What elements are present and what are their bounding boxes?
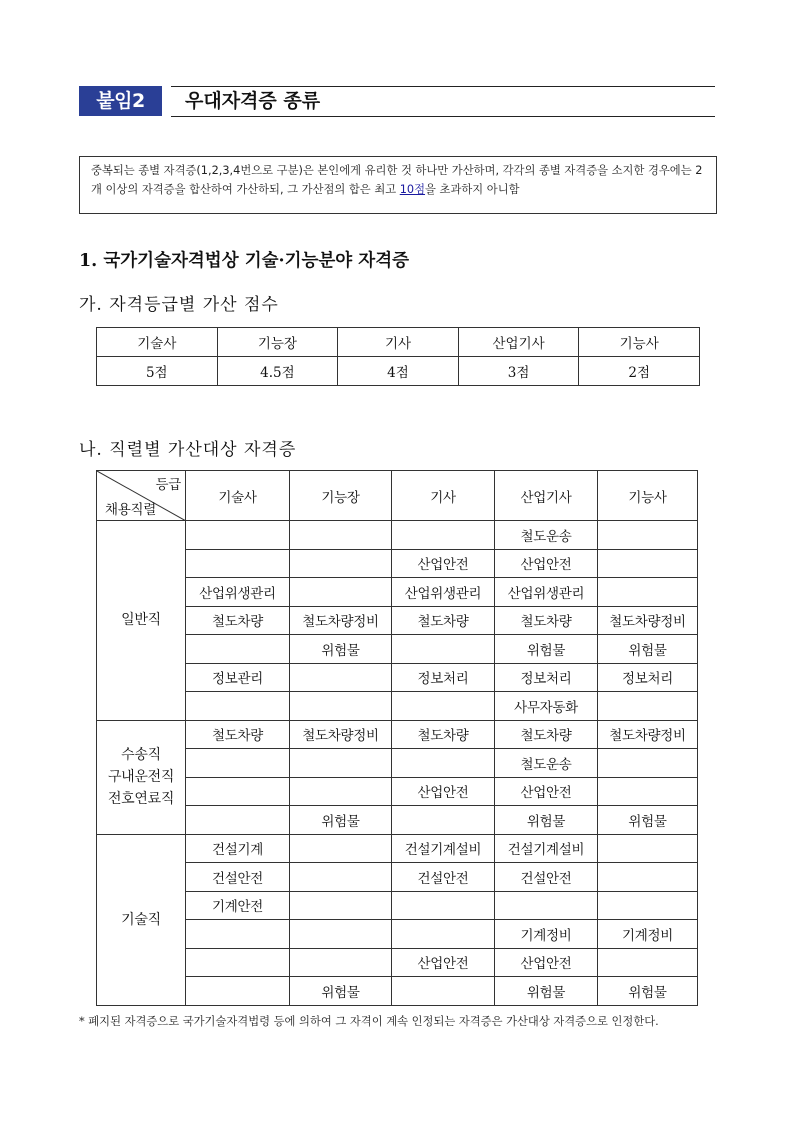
cert-cell [598, 834, 698, 863]
cert-cell: 기계안전 [186, 891, 290, 920]
cert-cell: 위험물 [495, 806, 598, 835]
cert-cell: 산업위생관리 [392, 578, 495, 607]
cert-cell: 산업안전 [392, 948, 495, 977]
cert-cell [598, 777, 698, 806]
cert-cell: 위험물 [290, 977, 392, 1006]
cert-cell: 정보처리 [495, 663, 598, 692]
grade-value-cell: 3점 [458, 357, 579, 386]
cert-cell [186, 549, 290, 578]
cert-cell [186, 920, 290, 949]
cert-cell: 정보처리 [598, 663, 698, 692]
table-row [97, 948, 698, 977]
cert-header-cell: 기능사 [598, 471, 698, 521]
cert-cell [392, 806, 495, 835]
table-row [97, 891, 698, 920]
cert-cell: 철도차량 [392, 720, 495, 749]
cert-cell [392, 692, 495, 721]
cert-cell [392, 635, 495, 664]
cert-cell: 위험물 [290, 806, 392, 835]
notice-link[interactable]: 10점 [399, 183, 426, 196]
grade-value-cell: 5점 [97, 357, 218, 386]
notice-text: 중복되는 종별 자격증(1,2,3,4번으로 구분)은 본인에게 유리한 것 하나만 가산하며, 각각의 종별 자격증을 소지한 경우에는 2개 이상의 자격증을 합산하여 가산하되, 그 가산점의 합은 최고 [91, 164, 703, 196]
cert-cell [290, 578, 392, 607]
cert-cell [598, 948, 698, 977]
table-row [97, 806, 698, 835]
footnote: * 폐지된 자격증으로 국가기술자격법령 등에 의하여 그 자격이 계속 인정되는 자격증은 가산대상 자격증으로 인정한다. [79, 1015, 659, 1028]
table-row [97, 549, 698, 578]
cert-cell: 산업안전 [392, 777, 495, 806]
grade-header-cell: 기사 [338, 328, 459, 357]
grade-value-cell: 2점 [579, 357, 700, 386]
table-row [97, 777, 698, 806]
cert-header-row [97, 471, 698, 521]
cert-header-cell: 기술사 [186, 471, 290, 521]
cert-cell: 산업안전 [495, 777, 598, 806]
cert-cell [392, 891, 495, 920]
cert-cell [290, 777, 392, 806]
cert-cell [598, 749, 698, 778]
corner-bottom-label: 채용직렬 [105, 502, 156, 518]
cert-header-cell: 기사 [392, 471, 495, 521]
table-row [97, 578, 698, 607]
page-header [79, 86, 715, 116]
grade-value-cell: 4점 [338, 357, 459, 386]
grade-value-cell: 4.5점 [217, 357, 338, 386]
cert-cell [290, 863, 392, 892]
cert-cell: 산업안전 [392, 549, 495, 578]
cert-cell: 철도차량정비 [290, 606, 392, 635]
cert-cell: 기계정비 [495, 920, 598, 949]
table-row [97, 863, 698, 892]
grade-points-table [96, 327, 700, 386]
cert-cell: 위험물 [598, 977, 698, 1006]
cert-cell [392, 977, 495, 1006]
cert-cell [598, 891, 698, 920]
cert-cell: 철도운송 [495, 749, 598, 778]
cert-cell [598, 692, 698, 721]
cert-cell: 산업위생관리 [186, 578, 290, 607]
cert-cell: 철도차량정비 [290, 720, 392, 749]
cert-cell: 건설안전 [495, 863, 598, 892]
table-row [97, 663, 698, 692]
grade-header-cell: 기능사 [579, 328, 700, 357]
table-row [97, 635, 698, 664]
cert-cell [186, 521, 290, 550]
cert-cell: 건설기계 [186, 834, 290, 863]
certificate-table [96, 470, 698, 1006]
cert-cell: 위험물 [290, 635, 392, 664]
page-title: 우대자격증 종류 [171, 86, 715, 117]
cert-cell [186, 749, 290, 778]
cert-cell: 건설기계설비 [392, 834, 495, 863]
cert-cell [290, 749, 392, 778]
cert-cell [290, 521, 392, 550]
cert-cell [598, 521, 698, 550]
cert-cell: 정보처리 [392, 663, 495, 692]
notice-text-end: 을 초과하지 아니함 [425, 183, 520, 196]
cert-cell: 정보관리 [186, 663, 290, 692]
group-label: 기술직 [97, 834, 186, 1005]
cert-cell: 철도차량정비 [598, 720, 698, 749]
table-row [97, 521, 698, 550]
table-row [97, 749, 698, 778]
cert-cell [598, 578, 698, 607]
grade-header-cell: 기능장 [217, 328, 338, 357]
table-row [97, 977, 698, 1006]
grade-header-cell: 기술사 [97, 328, 218, 357]
cert-cell: 철도차량정비 [598, 606, 698, 635]
cert-cell: 위험물 [495, 977, 598, 1006]
cert-cell [598, 549, 698, 578]
notice-box [79, 156, 717, 214]
cert-cell: 사무자동화 [495, 692, 598, 721]
cert-cell [186, 977, 290, 1006]
table-row [97, 920, 698, 949]
cert-cell [290, 834, 392, 863]
cert-cell: 산업위생관리 [495, 578, 598, 607]
cert-cell [392, 521, 495, 550]
section-heading: 1. 국가기술자격법상 기술·기능분야 자격증 [79, 251, 410, 271]
cert-cell: 건설기계설비 [495, 834, 598, 863]
cert-cell: 위험물 [598, 806, 698, 835]
cert-cell: 철도차량 [186, 720, 290, 749]
cert-cell: 산업안전 [495, 948, 598, 977]
cert-cell [495, 891, 598, 920]
cert-cell [186, 806, 290, 835]
cert-cell [186, 692, 290, 721]
cert-cell: 철도차량 [186, 606, 290, 635]
table-row [97, 720, 698, 749]
grade-header-cell: 산업기사 [458, 328, 579, 357]
cert-header-cell: 산업기사 [495, 471, 598, 521]
table-row [97, 692, 698, 721]
cert-cell [392, 749, 495, 778]
cert-cell [290, 920, 392, 949]
corner-top-label: 등급 [155, 477, 181, 493]
subheading-certificates: 나. 직렬별 가산대상 자격증 [79, 440, 297, 460]
cert-cell: 위험물 [495, 635, 598, 664]
grade-header-row [97, 328, 700, 357]
cert-cell [290, 663, 392, 692]
cert-cell [290, 549, 392, 578]
cert-cell [598, 863, 698, 892]
cert-cell [186, 777, 290, 806]
attachment-badge: 붙임2 [79, 86, 162, 116]
table-row [97, 606, 698, 635]
cert-cell: 철도차량 [495, 720, 598, 749]
subheading-grade-points: 가. 자격등급별 가산 점수 [79, 295, 279, 315]
cert-cell: 철도차량 [392, 606, 495, 635]
cert-cell: 산업안전 [495, 549, 598, 578]
cert-cell [290, 891, 392, 920]
group-label: 일반직 [97, 521, 186, 721]
group-label: 수송직 구내운전직 전호연료직 [97, 720, 186, 834]
cert-cell: 건설안전 [186, 863, 290, 892]
cert-cell [290, 948, 392, 977]
cert-cell [186, 948, 290, 977]
cert-cell [392, 920, 495, 949]
cert-cell: 철도차량 [495, 606, 598, 635]
corner-cell [97, 471, 186, 521]
cert-cell: 기계정비 [598, 920, 698, 949]
cert-cell [290, 692, 392, 721]
cert-cell: 철도운송 [495, 521, 598, 550]
cert-header-cell: 기능장 [290, 471, 392, 521]
table-row [97, 834, 698, 863]
cert-cell: 위험물 [598, 635, 698, 664]
cert-cell: 건설안전 [392, 863, 495, 892]
grade-value-row [97, 357, 700, 386]
cert-cell [186, 635, 290, 664]
